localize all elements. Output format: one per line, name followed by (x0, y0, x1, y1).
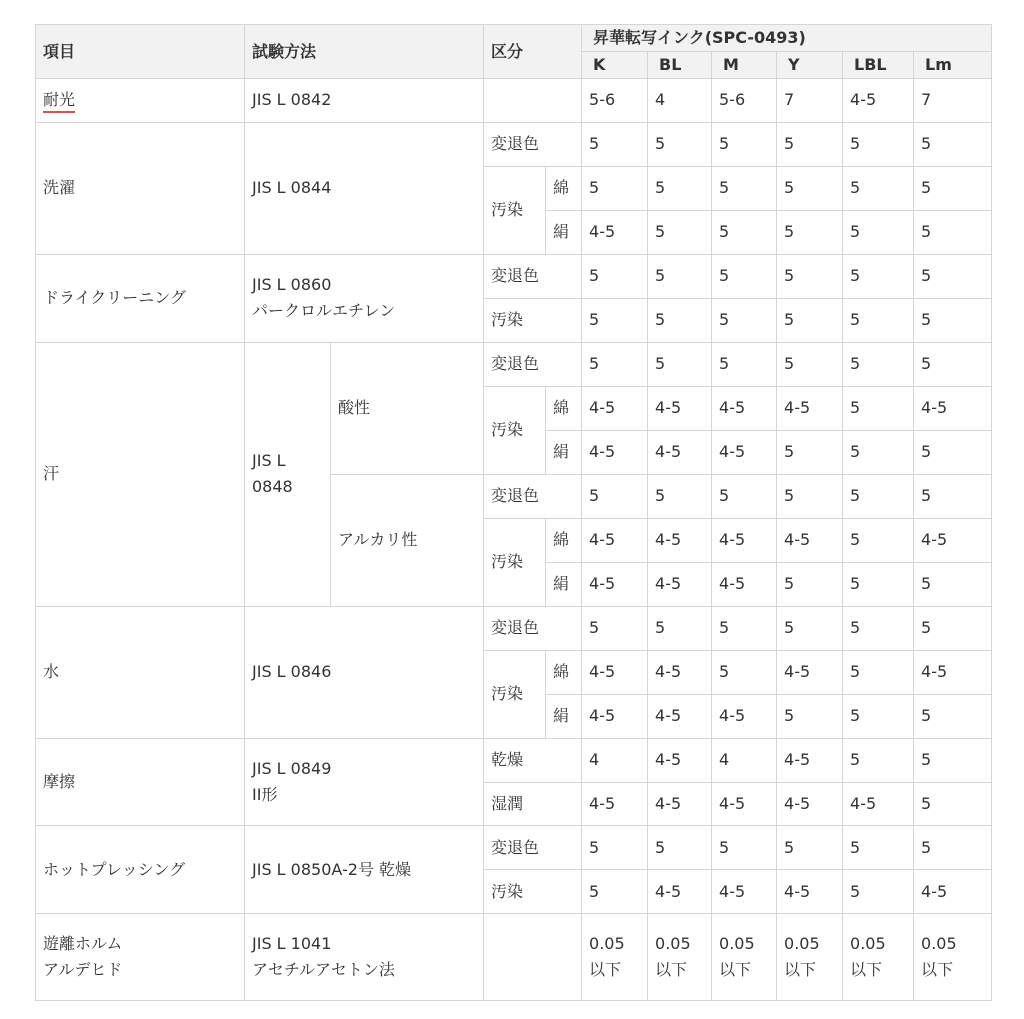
row-method: JIS L 0848 (245, 342, 331, 606)
value-cell: 4-5 (648, 738, 712, 782)
value-cell: 4-5 (648, 870, 712, 914)
value-cell: 4-5 (582, 518, 648, 562)
subcategory-silk: 絹 (546, 562, 582, 606)
subcategory-cotton: 綿 (546, 166, 582, 210)
subcategory-silk: 絹 (546, 694, 582, 738)
value-cell: 5 (712, 254, 777, 298)
value-cell: 5 (914, 298, 992, 342)
value-cell: 5 (843, 474, 914, 518)
value-cell: 4-5 (582, 386, 648, 430)
category-wet: 湿潤 (484, 782, 582, 826)
category-fade: 変退色 (484, 254, 582, 298)
value-cell: 0.05 以下 (582, 914, 648, 1001)
category-fade: 変退色 (484, 826, 582, 870)
value-cell: 0.05 以下 (648, 914, 712, 1001)
header-color-lbl: LBL (843, 52, 914, 79)
value-cell: 0.05 以下 (777, 914, 843, 1001)
value-cell: 5 (777, 562, 843, 606)
value-cell: 5 (582, 254, 648, 298)
value-cell: 5 (843, 298, 914, 342)
value-cell: 5 (914, 342, 992, 386)
table-row (36, 738, 992, 782)
value-cell: 5 (648, 210, 712, 254)
table-row (36, 122, 992, 166)
value-cell: 5 (777, 254, 843, 298)
row-method: JIS L 0844 (245, 122, 484, 254)
value-cell: 5 (777, 298, 843, 342)
value-cell: 5 (843, 562, 914, 606)
value-cell: 5 (777, 342, 843, 386)
header-color-y: Y (777, 52, 843, 79)
row-method: JIS L 0850A-2号 乾燥 (245, 826, 484, 914)
value-cell: 5 (648, 254, 712, 298)
header-color-lm: Lm (914, 52, 992, 79)
value-cell: 5 (648, 298, 712, 342)
value-cell: 4-5 (648, 518, 712, 562)
value-cell: 4-5 (582, 650, 648, 694)
value-cell: 5 (843, 650, 914, 694)
row-name-dry-clean: ドライクリーニング (36, 254, 245, 342)
category-stain: 汚染 (484, 298, 582, 342)
value-cell: 5-6 (582, 79, 648, 123)
value-cell: 4-5 (582, 694, 648, 738)
value-cell: 7 (777, 79, 843, 123)
value-cell: 4-5 (777, 870, 843, 914)
value-cell: 5 (843, 386, 914, 430)
header-ink-title: 昇華転写インク(SPC-0493) (582, 25, 992, 52)
value-cell: 5 (582, 122, 648, 166)
value-cell: 5 (777, 474, 843, 518)
row-method: JIS L 0849 II形 (245, 738, 484, 826)
row-name-lightfast: 耐光 (36, 79, 245, 123)
value-cell: 5 (843, 210, 914, 254)
value-cell: 0.05 以下 (843, 914, 914, 1001)
table-row (36, 342, 992, 386)
value-cell: 4-5 (914, 650, 992, 694)
colorfastness-table (35, 24, 992, 1001)
value-cell: 5 (648, 166, 712, 210)
table-row (36, 606, 992, 650)
value-cell: 5 (777, 166, 843, 210)
value-cell: 4-5 (914, 870, 992, 914)
header-row-1 (36, 25, 992, 52)
value-cell: 5 (777, 826, 843, 870)
row-name-wash: 洗濯 (36, 122, 245, 254)
value-cell: 5 (582, 826, 648, 870)
value-cell: 5 (648, 606, 712, 650)
value-cell: 4-5 (843, 79, 914, 123)
value-cell: 5 (777, 430, 843, 474)
value-cell: 5 (843, 606, 914, 650)
category-stain: 汚染 (484, 870, 582, 914)
row-name-formaldehyde: 遊離ホルム アルデヒド (36, 914, 245, 1001)
value-cell: 4-5 (712, 430, 777, 474)
value-cell: 5 (582, 870, 648, 914)
header-color-bl: BL (648, 52, 712, 79)
value-cell: 5 (843, 430, 914, 474)
category-fade: 変退色 (484, 606, 582, 650)
value-cell: 4 (712, 738, 777, 782)
row-method: JIS L 0860 パークロルエチレン (245, 254, 484, 342)
subcategory-silk: 絹 (546, 210, 582, 254)
value-cell: 7 (914, 79, 992, 123)
value-cell: 4-5 (712, 782, 777, 826)
header-method: 試験方法 (245, 25, 484, 79)
header-color-m: M (712, 52, 777, 79)
value-cell: 5 (712, 826, 777, 870)
row-category-empty (484, 79, 582, 123)
category-fade: 変退色 (484, 342, 582, 386)
value-cell: 4 (582, 738, 648, 782)
subcategory-silk: 絹 (546, 430, 582, 474)
value-cell: 5 (712, 298, 777, 342)
value-cell: 0.05 以下 (914, 914, 992, 1001)
subcategory-cotton: 綿 (546, 518, 582, 562)
category-fade: 変退色 (484, 122, 582, 166)
table-row (36, 914, 992, 1001)
value-cell: 4-5 (777, 738, 843, 782)
value-cell: 5 (582, 342, 648, 386)
value-cell: 5 (843, 870, 914, 914)
value-cell: 4-5 (843, 782, 914, 826)
value-cell: 5 (843, 254, 914, 298)
value-cell: 5 (648, 826, 712, 870)
value-cell: 5 (914, 782, 992, 826)
value-cell: 5 (582, 474, 648, 518)
value-cell: 5 (648, 122, 712, 166)
value-cell: 5 (843, 518, 914, 562)
subcategory-cotton: 綿 (546, 650, 582, 694)
category-fade: 変退色 (484, 474, 582, 518)
value-cell: 5 (914, 694, 992, 738)
value-cell: 4-5 (914, 518, 992, 562)
value-cell: 4-5 (712, 694, 777, 738)
value-cell: 5 (914, 210, 992, 254)
category-dry: 乾燥 (484, 738, 582, 782)
value-cell: 5 (648, 474, 712, 518)
category-stain: 汚染 (484, 166, 546, 254)
value-cell: 4-5 (582, 782, 648, 826)
value-cell: 0.05 以下 (712, 914, 777, 1001)
value-cell: 5 (582, 298, 648, 342)
category-stain: 汚染 (484, 650, 546, 738)
header-item: 項目 (36, 25, 245, 79)
sweat-alkali: アルカリ性 (331, 474, 484, 606)
table-row (36, 79, 992, 123)
row-method: JIS L 0846 (245, 606, 484, 738)
value-cell: 5 (712, 122, 777, 166)
value-cell: 5 (914, 474, 992, 518)
row-method: JIS L 1041 アセチルアセトン法 (245, 914, 484, 1001)
value-cell: 5 (914, 254, 992, 298)
value-cell: 4-5 (582, 562, 648, 606)
value-cell: 4-5 (648, 386, 712, 430)
value-cell: 4-5 (648, 430, 712, 474)
value-cell: 5 (843, 694, 914, 738)
value-cell: 5 (914, 430, 992, 474)
value-cell: 5 (712, 342, 777, 386)
value-cell: 5 (914, 122, 992, 166)
value-cell: 5 (914, 606, 992, 650)
sweat-acid: 酸性 (331, 342, 484, 474)
value-cell: 5 (843, 826, 914, 870)
row-name-sweat: 汗 (36, 342, 245, 606)
header-color-k: K (582, 52, 648, 79)
value-cell: 4-5 (914, 386, 992, 430)
value-cell: 5 (712, 166, 777, 210)
value-cell: 4-5 (582, 430, 648, 474)
value-cell: 5 (914, 738, 992, 782)
value-cell: 5 (843, 122, 914, 166)
table-row (36, 254, 992, 298)
value-cell: 5 (712, 210, 777, 254)
value-cell: 4-5 (648, 562, 712, 606)
row-category-empty (484, 914, 582, 1001)
value-cell: 5 (777, 122, 843, 166)
row-name-rub: 摩擦 (36, 738, 245, 826)
value-cell: 4 (648, 79, 712, 123)
value-cell: 4-5 (777, 518, 843, 562)
value-cell: 5 (777, 606, 843, 650)
value-cell: 5 (777, 694, 843, 738)
row-name-water: 水 (36, 606, 245, 738)
value-cell: 4-5 (648, 650, 712, 694)
value-cell: 5 (712, 474, 777, 518)
value-cell: 4-5 (712, 562, 777, 606)
value-cell: 5 (712, 606, 777, 650)
table-row (36, 826, 992, 870)
value-cell: 4-5 (777, 386, 843, 430)
row-method: JIS L 0842 (245, 79, 484, 123)
value-cell: 5 (582, 606, 648, 650)
value-cell: 5 (712, 650, 777, 694)
value-cell: 4-5 (777, 650, 843, 694)
value-cell: 5 (914, 562, 992, 606)
value-cell: 4-5 (712, 386, 777, 430)
category-stain: 汚染 (484, 386, 546, 474)
value-cell: 5 (843, 166, 914, 210)
value-cell: 4-5 (648, 694, 712, 738)
header-category: 区分 (484, 25, 582, 79)
value-cell: 4-5 (777, 782, 843, 826)
value-cell: 5 (843, 738, 914, 782)
value-cell: 4-5 (712, 870, 777, 914)
value-cell: 5 (843, 342, 914, 386)
value-cell: 4-5 (648, 782, 712, 826)
value-cell: 5 (777, 210, 843, 254)
subcategory-cotton: 綿 (546, 386, 582, 430)
category-stain: 汚染 (484, 518, 546, 606)
row-name-hot-press: ホットプレッシング (36, 826, 245, 914)
value-cell: 5-6 (712, 79, 777, 123)
value-cell: 5 (914, 166, 992, 210)
value-cell: 4-5 (712, 518, 777, 562)
value-cell: 5 (582, 166, 648, 210)
value-cell: 4-5 (582, 210, 648, 254)
value-cell: 5 (648, 342, 712, 386)
value-cell: 5 (914, 826, 992, 870)
